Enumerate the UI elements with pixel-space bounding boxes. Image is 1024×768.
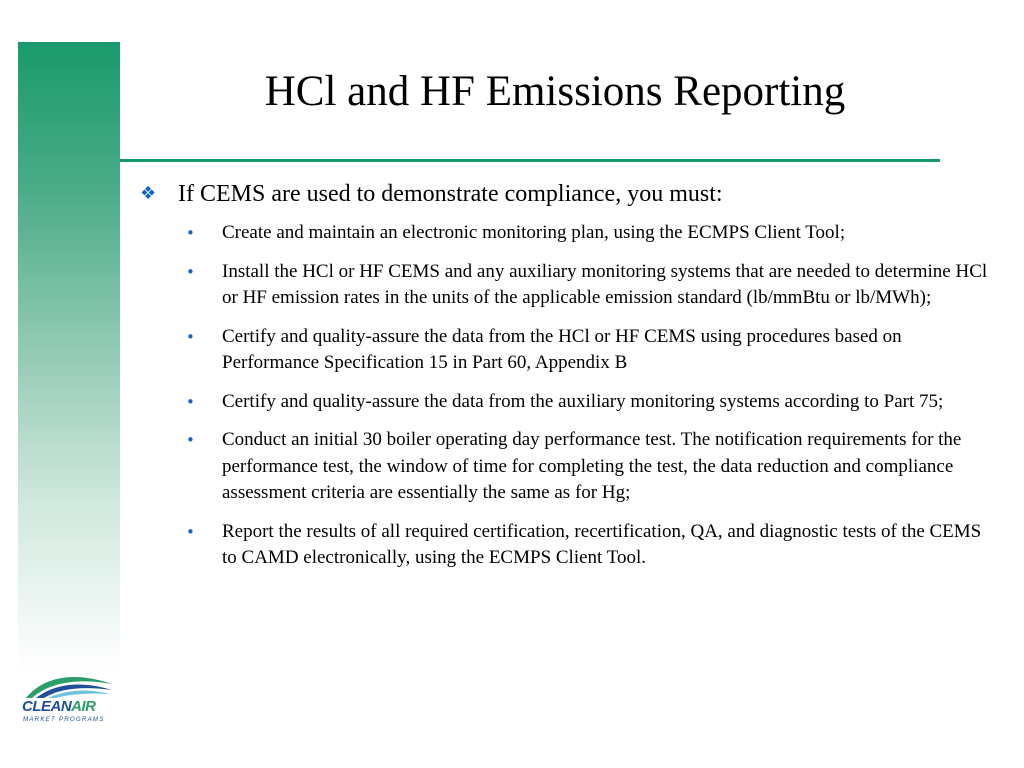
slide-title: HCl and HF Emissions Reporting: [264, 68, 846, 115]
bullet-dot-icon: •: [186, 224, 195, 242]
title-divider: [120, 159, 940, 162]
sub-bullet-item: [140, 259, 1000, 312]
sub-bullet-text: Report the results of all required certification, recertification, QA, and diagnostic tests of the CEMS to CAMD electronically, using the ECMPS Client Tool.: [222, 520, 982, 568]
sub-bullet-item: [140, 519, 1000, 572]
main-bullet-text: If CEMS are used to demonstrate compliance, you must:: [178, 181, 723, 207]
logo-subtitle: MARKET PROGRAMS: [23, 716, 105, 723]
side-gradient-band: [18, 42, 120, 672]
sub-bullet-list: [140, 220, 1000, 572]
sub-bullet-item: [140, 427, 1000, 507]
slide-content: [140, 178, 1000, 584]
logo-wordmark: CLEANAIR: [22, 698, 96, 715]
sub-bullet-text: Certify and quality-assure the data from the auxiliary monitoring systems according to Part 75;: [222, 390, 944, 412]
diamond-bullet-icon: ❖: [140, 183, 157, 204]
bullet-dot-icon: •: [186, 327, 195, 346]
sub-bullet-text: Create and maintain an electronic monitoring plan, using the ECMPS Client Tool;: [222, 222, 846, 243]
bullet-dot-icon: •: [186, 262, 195, 281]
sub-bullet-item: [140, 220, 1000, 247]
bullet-dot-icon: •: [186, 522, 195, 541]
sub-bullet-text: Conduct an initial 30 boiler operating day performance test. The notification requirements for the performance test, the window of time for completing the test, the data reduction and compliance assessment criteria are essentially the same as for Hg;: [222, 429, 962, 503]
main-bullet: [140, 178, 1000, 210]
sub-bullet-item: [140, 389, 1000, 416]
sub-bullet-text: Install the HCl or HF CEMS and any auxiliary monitoring systems that are needed to determine HCl or HF emission rates in the units of the applicable emission standard (lb/mmBtu or lb/MWh);: [222, 260, 988, 308]
clean-air-logo: [20, 672, 116, 730]
bullet-dot-icon: •: [186, 392, 195, 411]
sub-bullet-item: [140, 324, 1000, 377]
sub-bullet-text: Certify and quality-assure the data from the HCl or HF CEMS using procedures based on Performance Specification 15 in Part 60, Appendix B: [222, 325, 902, 373]
bullet-dot-icon: •: [186, 431, 195, 449]
